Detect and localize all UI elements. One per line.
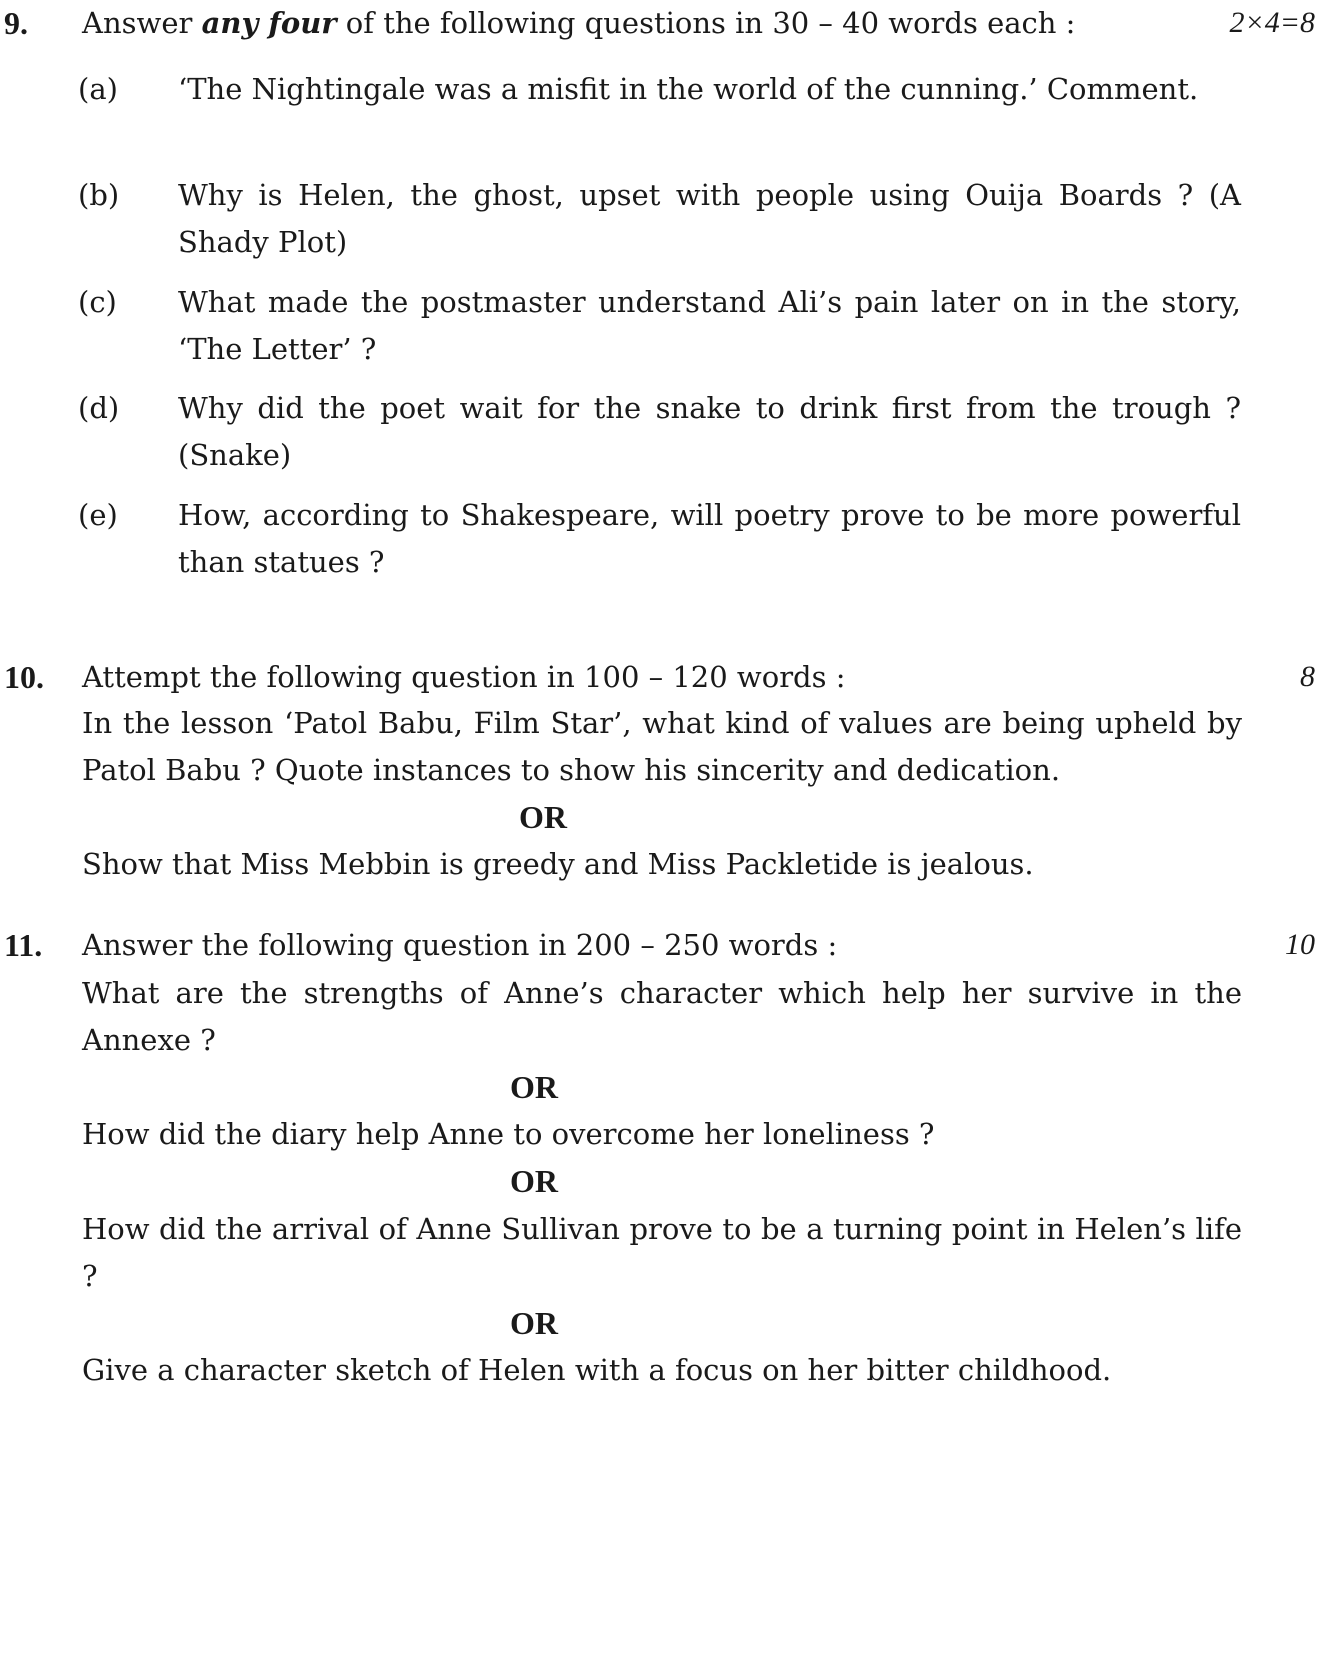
sub-question-text: Why is Helen, the ghost, upset with people using Ouija Boards ? (A Shady Plot) [178,178,1241,259]
question-11-option-3: How did the arrival of Anne Sullivan prove to be a turning point in Helen’s life ? [82,1212,1242,1293]
question-10-option-1: In the lesson ‘Patol Babu, Film Star’, what kind of values are being upheld by Patol Babu ? Quote instances to show his sincerity and dedication. [82,706,1242,787]
question-11-option-2: How did the diary help Anne to overcome her loneliness ? [82,1117,935,1151]
question-instruction: Attempt the following question in 100 – 120 words : [82,660,846,694]
sub-question-label: (e) [78,498,118,532]
or-separator: OR [510,1069,558,1105]
instruction-text: Answer [82,6,202,40]
sub-question-label: (b) [78,178,120,212]
or-separator: OR [519,799,567,835]
sub-question-label: (d) [78,391,120,425]
sub-question-text: What made the postmaster understand Ali’s pain later on in the story, ‘The Letter’ ? [178,285,1241,366]
question-number: 10. [4,659,44,695]
sub-question-label: (a) [78,72,118,106]
question-instruction [82,0,1242,46]
sub-question-text: How, according to Shakespeare, will poetry prove to be more powerful than statues ? [178,498,1241,579]
question-marks: 2×4=8 [1229,6,1315,39]
or-separator: OR [510,1305,558,1341]
or-separator: OR [510,1163,558,1199]
question-number: 9. [4,5,28,41]
question-marks: 8 [1300,660,1315,693]
question-11-option-1: What are the strengths of Anne’s character which help her survive in the Annexe ? [82,976,1242,1057]
instruction-emphasis: any four [201,6,337,40]
question-11-option-4: Give a character sketch of Helen with a focus on her bitter childhood. [82,1353,1112,1387]
sub-question-text: Why did the poet wait for the snake to drink first from the trough ? (Snake) [178,391,1241,472]
question-number: 11. [4,927,43,963]
question-instruction: Answer the following question in 200 – 250 words : [82,928,838,962]
question-10-option-2: Show that Miss Mebbin is greedy and Miss Packletide is jealous. [82,847,1034,881]
instruction-text: of the following questions in 30 – 40 words each : [336,6,1076,40]
sub-question-label: (c) [78,285,117,319]
question-marks: 10 [1285,928,1315,961]
sub-question-text: ‘The Nightingale was a misfit in the world of the cunning.’ Comment. [178,72,1199,106]
